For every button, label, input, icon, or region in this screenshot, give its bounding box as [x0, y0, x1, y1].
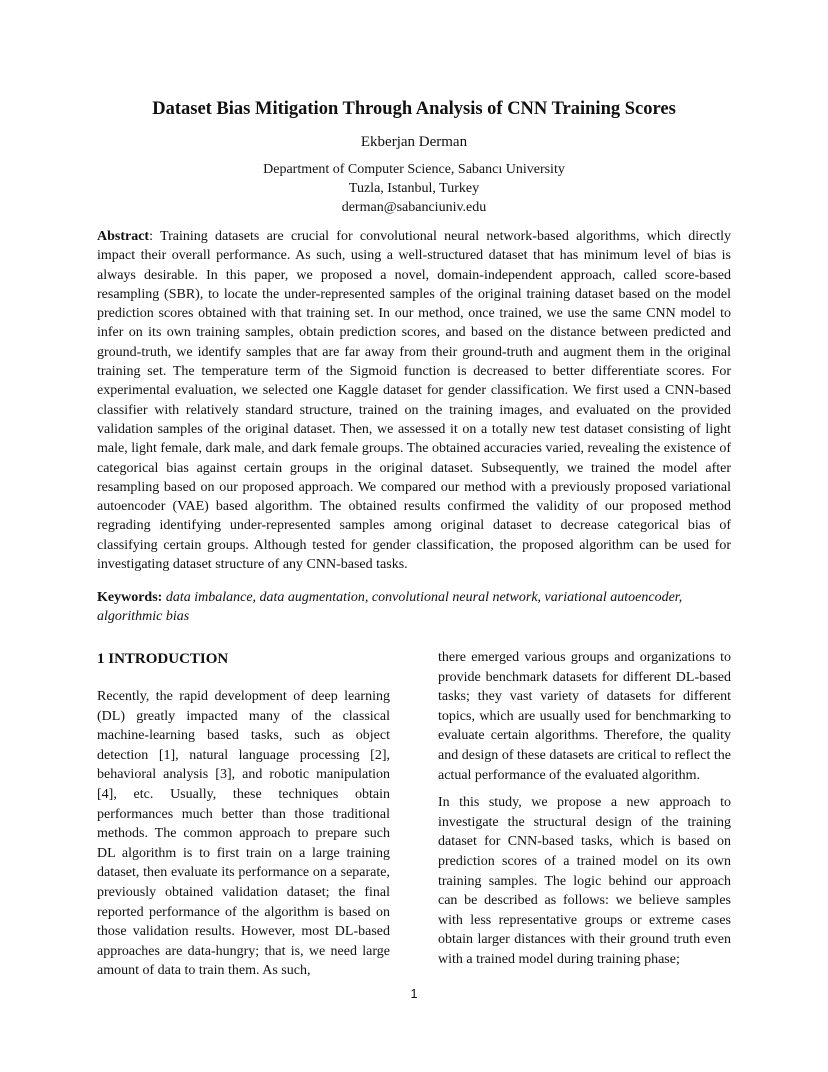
affiliation-department: Department of Computer Science, Sabancı University [263, 162, 565, 177]
intro-paragraph-1: Recently, the rapid development of deep learning (DL) greatly impacted many of the classical machine-learning based tasks, such as object detection [1], natural language processing [2], behavioral analysis [3], and robotic manipulation [4], etc. Usually, these techniques obtain performances much better than those traditional methods. The common approach to prepare such DL algorithm is to first train on a large training dataset, then evaluate its performance on a separate, previously obtained validation dataset; the final reported performance of the algorithm is based on those validation results. However, most DL-based approaches are data-hungry; that is, we need large amount of data to train them. As such, [97, 689, 390, 979]
author-name: Ekberjan Derman [360, 134, 468, 150]
affiliation-location: Tuzla, Istanbul, Turkey [348, 181, 480, 196]
intro-paragraph-3: In this study, we propose a new approach to investigate the structural design of the training dataset for CNN-based tasks, which is based on prediction scores of a trained model on its own training samples. The logic behind our approach can be described as follows: we believe samples with less representative groups or extreme cases obtain larger distances with their ground truth even with a trained model during training phase; [438, 795, 731, 967]
page-number: 1 [410, 986, 418, 1001]
left-column [97, 648, 390, 981]
section-heading: 1 INTRODUCTION [97, 651, 229, 667]
paper-title: Dataset Bias Mitigation Through Analysis of CNN Training Scores [152, 99, 676, 119]
author-affiliation [0, 160, 828, 217]
keywords [97, 588, 731, 626]
keywords-label: Keywords: [97, 590, 163, 605]
abstract-text: : Training datasets are crucial for convolutional neural network-based algorithms, which directly impact their overall performance. As such, using a well-structured dataset that has minimum level of bias is always desirable. In this paper, we proposed a novel, domain-independent approach, called score-based resampling (SBR), to locate the under-represented samples of the original training dataset based on the model prediction scores obtained with that training set. In our method, once trained, we use the same CNN model to infer on its own training samples, obtain prediction scores, and based on the distance between predicted and ground-truth, we identify samples that are far away from their ground-truth and augment them in the original training set. The temperature term of the Sigmoid function is decreased to better differentiate scores. For experimental evaluation, we selected one Kaggle dataset for gender classification. We first used a CNN-based classifier with relatively standard structure, trained on the training images, and evaluated on the provided validation samples of the original dataset. Then, we assessed it on a totally new test dataset consisting of light male, light female, dark male, and dark female groups. The obtained accuracies varied, revealing the existence of categorical bias against certain groups in the original dataset. Subsequently, we trained the model after resampling based on our proposed approach. We compared our method with a previously proposed variational autoencoder (VAE) based algorithm. The obtained results confirmed the validity of our proposed method regrading identifying under-represented samples among original dataset to decrease categorical bias of classifying certain groups. Although tested for gender classification, the proposed algorithm can be used for investigating dataset structure of any CNN-based tasks. [97, 229, 731, 573]
abstract-label: Abstract [97, 229, 150, 244]
abstract [97, 227, 731, 574]
intro-paragraph-2: there emerged various groups and organizations to provide benchmark datasets for different DL-based tasks; they vast variety of datasets for different topics, which are usually used for benchmarking to evaluate certain algorithms. Therefore, the quality and design of these datasets are critical to reflect the actual performance of the evaluated algorithm. [438, 650, 731, 783]
right-column [438, 648, 731, 970]
affiliation-email: derman@sabanciuniv.edu [341, 200, 487, 215]
keywords-text: data imbalance, data augmentation, convolutional neural network, variational autoencoder, algorithmic bias [97, 590, 683, 624]
